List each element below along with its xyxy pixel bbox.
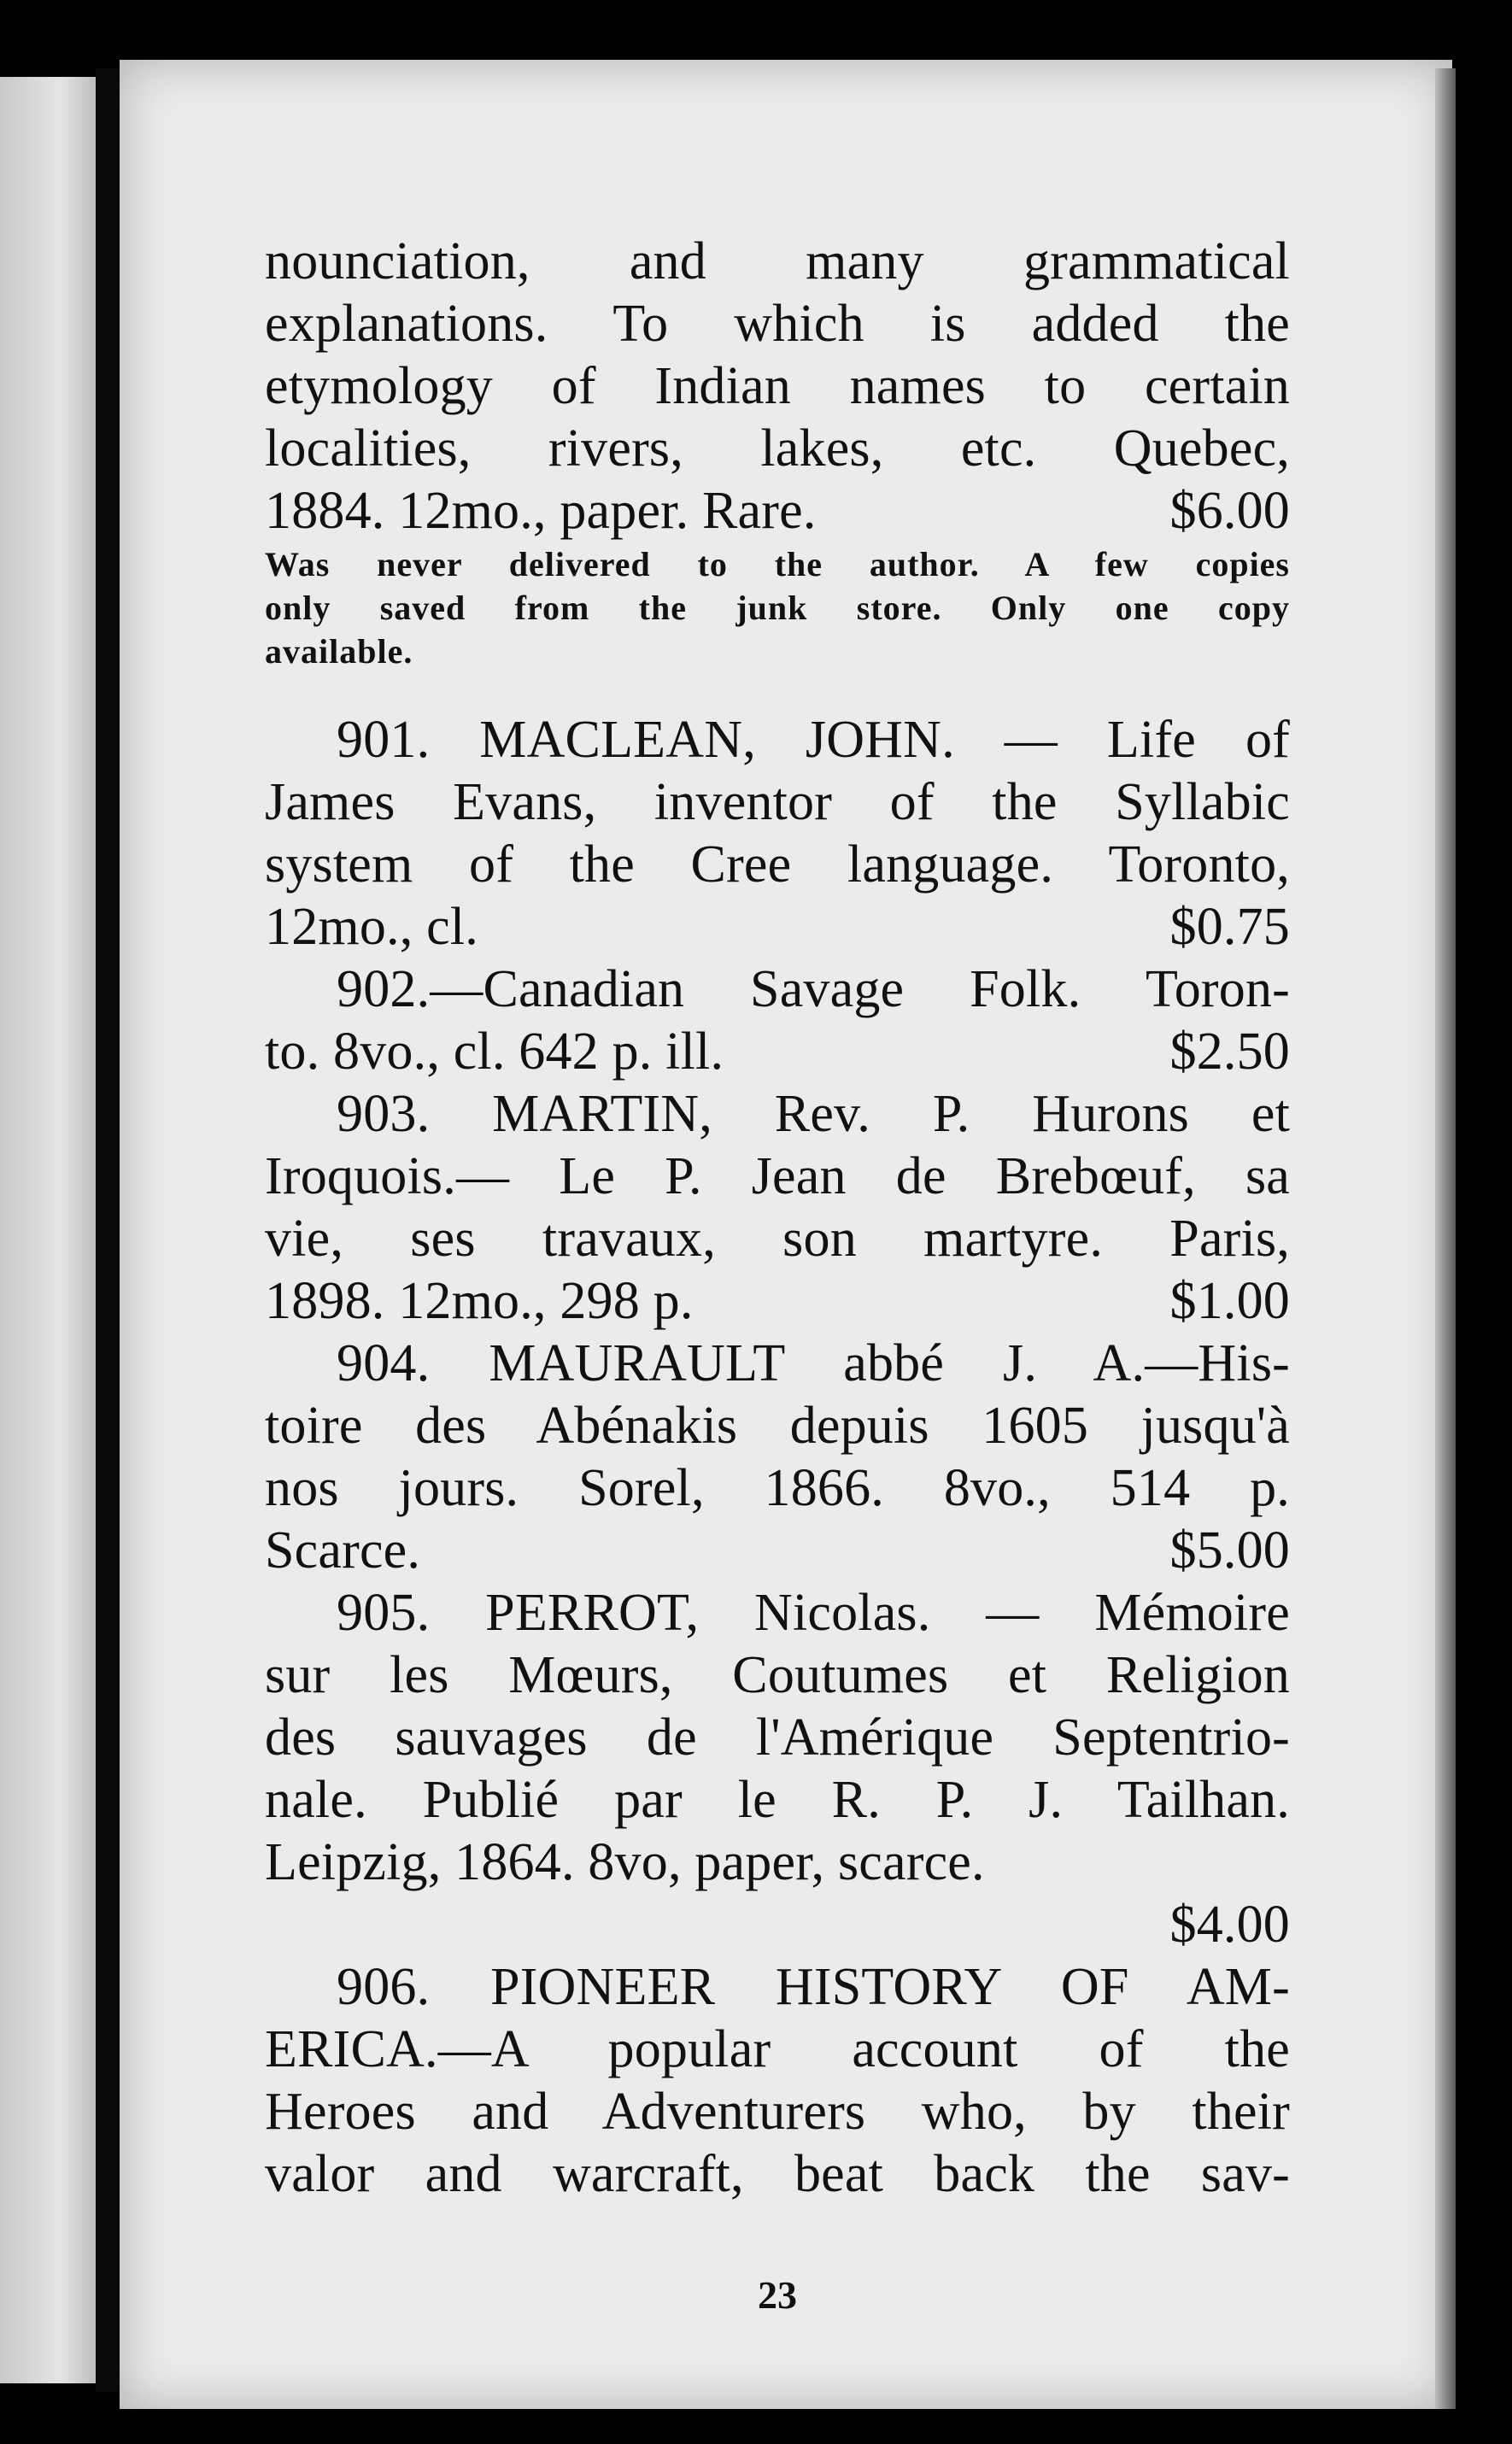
entry-heading: 903. MARTIN, Rev. P. Hurons et xyxy=(337,1085,1290,1143)
text-line: Iroquois.— Le P. Jean de Brebœuf, sa xyxy=(265,1147,1290,1205)
text-line: etymology of Indian names to certain xyxy=(265,357,1290,415)
price-line xyxy=(265,1270,1290,1333)
entry-906 xyxy=(265,1956,1290,2206)
text-line: Heroes and Adventurers who, by their xyxy=(265,2083,1290,2141)
price-line xyxy=(265,480,1290,542)
item-price: $0.75 xyxy=(1169,898,1290,956)
text-line: sur les Mœurs, Coutumes et Religion xyxy=(265,1646,1290,1704)
text-line: nounciation, and many grammatical xyxy=(265,232,1290,290)
entry-heading: 905. PERROT, Nicolas. — Mémoire xyxy=(337,1584,1290,1642)
item-price: $6.00 xyxy=(1169,482,1290,540)
text-line: ERICA.—A popular account of the xyxy=(265,2020,1290,2078)
text-line: Leipzig, 1864. 8vo, paper, scarce. xyxy=(265,1833,985,1891)
item-details: 1898. 12mo., 298 p. xyxy=(265,1272,694,1330)
entry-904 xyxy=(265,1333,1290,1582)
text-line: nos jours. Sorel, 1866. 8vo., 514 p. xyxy=(265,1459,1290,1517)
entry-heading: 906. PIONEER HISTORY OF AM- xyxy=(337,1958,1290,2016)
entry-902 xyxy=(265,958,1290,1083)
text-line: localities, rivers, lakes, etc. Quebec, xyxy=(265,419,1290,478)
item-price: $1.00 xyxy=(1169,1272,1290,1330)
page-text xyxy=(265,231,1290,2317)
text-line: system of the Cree language. Toronto, xyxy=(265,835,1290,894)
entry-heading: 901. MACLEAN, JOHN. — Life of xyxy=(337,711,1290,769)
page-number: 23 xyxy=(758,2273,797,2317)
entry-903 xyxy=(265,1083,1290,1333)
text-line: vie, ses travaux, son martyre. Paris, xyxy=(265,1210,1290,1268)
text-line: nale. Publié par le R. P. J. Tailhan. xyxy=(265,1771,1290,1829)
text-line: des sauvages de l'Amérique Septentrio- xyxy=(265,1708,1290,1767)
text-line: toire des Abénakis depuis 1605 jusqu'à xyxy=(265,1397,1290,1455)
price-line xyxy=(265,1520,1290,1582)
facing-page-edge xyxy=(0,77,101,2383)
text-line: explanations. To which is added the xyxy=(265,295,1290,353)
item-details: Scarce. xyxy=(265,1521,421,1580)
price-line xyxy=(265,896,1290,958)
note-line: Was never delivered to the author. A few copies xyxy=(265,545,1290,583)
entry-heading: 904. MAURAULT abbé J. A.—His- xyxy=(337,1334,1290,1392)
item-details: 1884. 12mo., paper. Rare. xyxy=(265,482,817,540)
item-price: $4.00 xyxy=(1169,1896,1290,1954)
item-details: 12mo., cl. xyxy=(265,898,478,956)
spacer xyxy=(265,673,1290,709)
item-price: $5.00 xyxy=(1169,1521,1290,1580)
entry-905 xyxy=(265,1582,1290,1956)
text-line: valor and warcraft, beat back the sav- xyxy=(265,2145,1290,2203)
item-price: $2.50 xyxy=(1169,1023,1290,1081)
price-line xyxy=(265,1021,1290,1083)
entry-heading: 902.—Canadian Savage Folk. Toron- xyxy=(337,960,1290,1018)
item-details: to. 8vo., cl. 642 p. ill. xyxy=(265,1023,724,1081)
text-line: James Evans, inventor of the Syllabic xyxy=(265,773,1290,831)
note-line: only saved from the junk store. Only one copy xyxy=(265,589,1290,627)
entry-901 xyxy=(265,709,1290,958)
note-line: available. xyxy=(265,632,413,671)
page-edge-shadow xyxy=(1435,68,1456,2409)
